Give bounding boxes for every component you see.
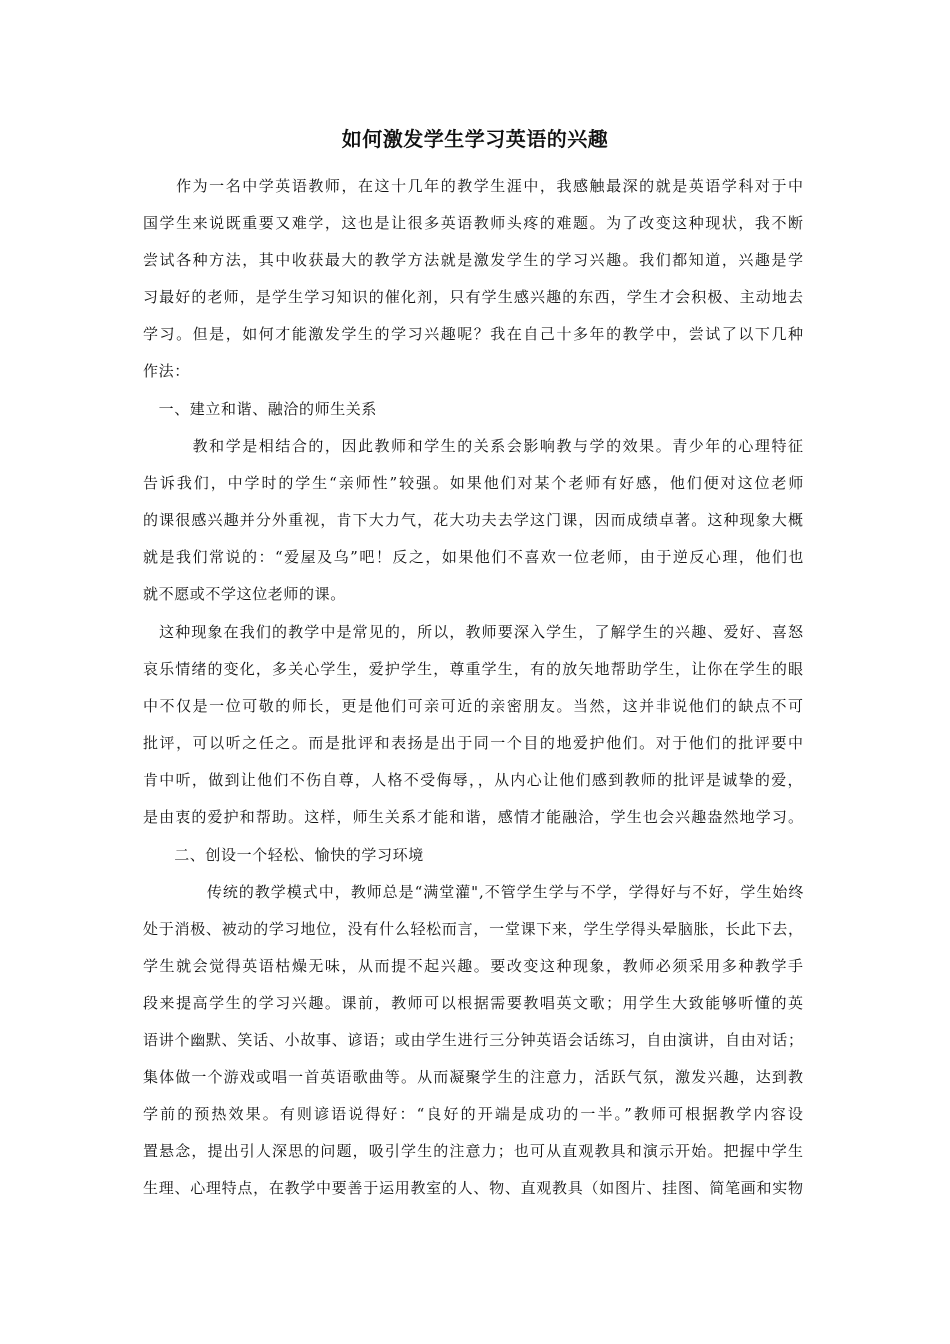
body-text-line: 学生就会觉得英语枯燥无味，从而提不起兴趣。要改变这种现象，教师必须采用多种教学手 <box>143 957 805 975</box>
body-text-line: 作法： <box>143 362 190 380</box>
body-text-line: 就是我们常说的：“爱屋及乌”吧！反之，如果他们不喜欢一位老师，由于逆反心理，他们也 <box>143 548 805 566</box>
body-text-line: 批评，可以听之任之。而是批评和表扬是出于同一个目的地爱护他们。对于他们的批评要中 <box>143 734 805 752</box>
body-text-line: 中不仅是一位可敬的师长，更是他们可亲可近的亲密朋友。当然，这并非说他们的缺点不可 <box>143 697 805 715</box>
body-text-line: 一、建立和谐、融洽的师生关系 <box>143 400 378 418</box>
body-text-line: 的课很感兴趣并分外重视，肯下大力气，花大功夫去学这门课，因而成绩卓著。这种现象大概 <box>143 511 805 529</box>
body-text-line: 肯中听，做到让他们不伤自尊，人格不受侮辱，，从内心让他们感到教师的批评是诚挚的爱， <box>143 771 804 789</box>
document-title: 如何激发学生学习英语的兴趣 <box>341 127 609 151</box>
body-text-line: 是由衷的爱护和帮助。这样，师生关系才能和谐，感情才能融洽，学生也会兴趣盎然地学习。 <box>143 808 805 826</box>
body-text-line: 段来提高学生的学习兴趣。课前，教师可以根据需要教唱英文歌；用学生大致能够听懂的英 <box>143 994 805 1012</box>
body-text-line: 就不愿或不学这位老师的课。 <box>143 585 346 603</box>
body-text-line: 学习。但是，如何才能激发学生的学习兴趣呢？我在自己十多年的教学中，尝试了以下几种 <box>143 325 805 343</box>
body-text-line: 语讲个幽默、笑话、小故事、谚语；或由学生进行三分钟英语会话练习，自由演讲，自由对话； <box>143 1031 804 1049</box>
body-text-line: 生理、心理特点，在教学中要善于运用教室的人、物、直观教具（如图片、挂图、简笔画和实物 <box>143 1179 804 1197</box>
body-text-line: 处于消极、被动的学习地位，没有什么轻松而言，一堂课下来，学生学得头晕脑胀，长此下去， <box>143 920 804 938</box>
body-text-line: 集体做一个游戏或唱一首英语歌曲等。从而凝聚学生的注意力，活跃气氛，激发兴趣，达到教 <box>143 1068 805 1086</box>
body-text-line: 这种现象在我们的教学中是常见的，所以，教师要深入学生，了解学生的兴趣、爱好、喜怒 <box>143 623 805 641</box>
body-text-line: 置悬念，提出引人深思的问题，吸引学生的注意力；也可从直观教具和演示开始。把握中学生 <box>143 1142 805 1160</box>
body-text-line: 学前的预热效果。有则谚语说得好：“良好的开端是成功的一半。”教师可根据教学内容设 <box>143 1105 805 1123</box>
body-text-line: 尝试各种方法，其中收获最大的教学方法就是激发学生的学习兴趣。我们都知道，兴趣是学 <box>143 251 805 269</box>
body-text-line: 作为一名中学英语教师，在这十几年的教学生涯中，我感触最深的就是英语学科对于中 <box>143 177 805 195</box>
body-text-line: 习最好的老师，是学生学习知识的催化剂，只有学生感兴趣的东西，学生才会积极、主动地去 <box>143 288 805 306</box>
body-text-line: 告诉我们，中学时的学生“亲师性”较强。如果他们对某个老师有好感，他们便对这位老师 <box>143 474 806 492</box>
body-text-line: 二、创设一个轻松、愉快的学习环境 <box>143 846 424 864</box>
body-text-line: 教和学是相结合的，因此教师和学生的关系会影响教与学的效果。青少年的心理特征 <box>143 437 805 455</box>
body-text-line: 国学生来说既重要又难学，这也是让很多英语教师头疼的难题。为了改变这种现状，我不断 <box>143 214 805 232</box>
body-text-line: 哀乐情绪的变化，多关心学生，爱护学生，尊重学生，有的放矢地帮助学生，让你在学生的眼 <box>143 660 805 678</box>
body-text-line: 传统的教学模式中，教师总是“满堂灌",不管学生学与不学，学得好与不好，学生始终 <box>143 883 805 901</box>
